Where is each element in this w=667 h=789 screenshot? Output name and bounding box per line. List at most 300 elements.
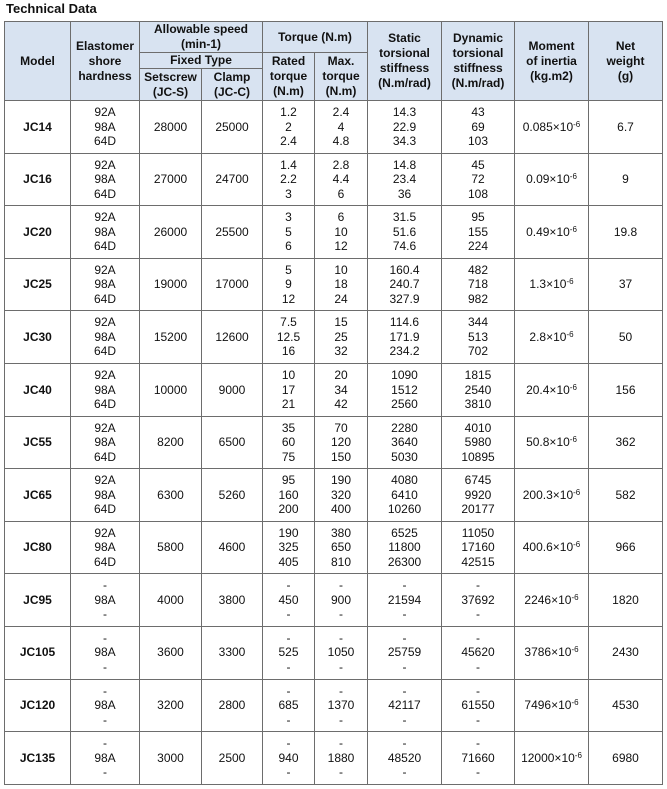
static-stiffness-cell-value: - <box>402 736 407 751</box>
table-row <box>5 363 663 416</box>
rated-torque-cell-value: 525 <box>278 645 299 660</box>
hardness-cell <box>71 101 140 154</box>
inertia-exponent: -6 <box>569 172 577 182</box>
max-torque-cell-value: 4 <box>337 119 345 134</box>
dynamic-stiffness-cell-value: 6745 <box>464 473 492 488</box>
weight-cell: 50 <box>589 311 663 364</box>
dynamic-stiffness-cell-value: - <box>476 630 480 645</box>
hardness-cell-value: 98A <box>94 540 116 555</box>
clamp-speed-cell: 2500 <box>202 732 263 785</box>
inertia-exponent: -6 <box>573 540 581 550</box>
rated-torque-cell-value: 2.2 <box>280 172 297 187</box>
rated-torque-cell-value: 7.5 <box>280 315 297 330</box>
hardness-cell-value: 98A <box>94 750 116 765</box>
model-cell: JC16 <box>5 153 71 206</box>
model-cell: JC20 <box>5 206 71 259</box>
inertia-exponent: -6 <box>569 224 577 234</box>
max-torque-cell-value: 1370 <box>327 698 355 713</box>
max-torque-cell-value: - <box>339 630 343 645</box>
inertia-value: 0.085×10 <box>522 119 574 134</box>
static-stiffness-cell-value: 74.6 <box>392 239 417 254</box>
rated-torque-cell-value: 2 <box>285 119 292 134</box>
dynamic-stiffness-cell-value: - <box>476 659 480 674</box>
max-torque-cell-value: 32 <box>334 344 348 359</box>
hardness-cell-value: 92A <box>94 157 116 172</box>
static-stiffness-cell <box>368 574 442 627</box>
rated-torque-cell-value: 21 <box>281 397 296 412</box>
static-stiffness-cell-value: 36 <box>397 186 412 201</box>
static-stiffness-cell <box>368 626 442 679</box>
rated-torque-cell <box>263 679 315 732</box>
rated-torque-cell-value: - <box>286 683 291 698</box>
model-cell: JC95 <box>5 574 71 627</box>
rated-torque-cell-value: 3 <box>285 210 292 225</box>
max-torque-cell <box>315 574 368 627</box>
rated-torque-cell-value: - <box>286 736 291 751</box>
hardness-cell-value: 64D <box>93 186 116 201</box>
max-torque-cell-value: 20 <box>334 368 348 383</box>
model-cell: JC120 <box>5 679 71 732</box>
clamp-speed-cell: 2800 <box>202 679 263 732</box>
dynamic-stiffness-cell-value: 45 <box>471 157 485 172</box>
inertia-exponent: -6 <box>573 487 581 497</box>
hardness-cell-value: 98A <box>94 592 116 607</box>
static-stiffness-cell <box>368 153 442 206</box>
dynamic-stiffness-cell-value: 17160 <box>461 540 495 555</box>
static-stiffness-cell-value: 234.2 <box>389 344 420 359</box>
setscrew-speed-cell: 8200 <box>140 416 202 469</box>
static-stiffness-cell-value: 1512 <box>391 382 418 397</box>
inertia-cell <box>515 626 589 679</box>
hardness-cell-value: 64D <box>93 554 116 569</box>
dynamic-stiffness-cell <box>442 258 515 311</box>
header-static-stiffness: Static torsional stiffness (N.m/rad) <box>368 22 442 101</box>
static-stiffness-cell-value: - <box>402 607 407 622</box>
dynamic-stiffness-cell-value: 718 <box>467 277 489 292</box>
inertia-value: 20.4×10 <box>526 382 570 397</box>
inertia-exponent: -6 <box>571 698 579 708</box>
dynamic-stiffness-cell <box>442 679 515 732</box>
weight-cell: 156 <box>589 363 663 416</box>
max-torque-cell-value: - <box>339 765 343 780</box>
static-stiffness-cell-value: 14.3 <box>392 105 417 120</box>
inertia-value: 200.3×10 <box>522 487 574 502</box>
dynamic-stiffness-cell-value: - <box>476 683 480 698</box>
hardness-cell <box>71 258 140 311</box>
rated-torque-cell-value: - <box>286 578 291 593</box>
clamp-speed-cell: 17000 <box>202 258 263 311</box>
rated-torque-cell-value: 2.4 <box>280 134 297 149</box>
clamp-speed-cell: 5260 <box>202 469 263 522</box>
dynamic-stiffness-cell-value: 61550 <box>461 698 495 713</box>
dynamic-stiffness-cell-value: 9920 <box>464 487 492 502</box>
hardness-cell-value: - <box>103 765 107 780</box>
max-torque-cell-value: 4.8 <box>332 134 350 149</box>
rated-torque-cell <box>263 101 315 154</box>
rated-torque-cell-value: 940 <box>278 750 299 765</box>
setscrew-speed-cell: 15200 <box>140 311 202 364</box>
static-stiffness-cell <box>368 363 442 416</box>
max-torque-cell-value: 12 <box>334 239 348 254</box>
static-stiffness-cell-value: 171.9 <box>389 329 420 344</box>
rated-torque-cell <box>263 153 315 206</box>
max-torque-cell-value: - <box>339 712 343 727</box>
dynamic-stiffness-cell <box>442 521 515 574</box>
model-cell: JC55 <box>5 416 71 469</box>
clamp-speed-cell: 24700 <box>202 153 263 206</box>
inertia-value: 1.3×10 <box>529 277 567 292</box>
setscrew-speed-cell: 27000 <box>140 153 202 206</box>
hardness-cell-value: 64D <box>93 449 116 464</box>
table-row <box>5 101 663 154</box>
dynamic-stiffness-cell-value: - <box>476 712 480 727</box>
page-title: Technical Data <box>6 1 97 16</box>
static-stiffness-cell <box>368 311 442 364</box>
dynamic-stiffness-cell-value: - <box>476 736 480 751</box>
rated-torque-cell-value: 200 <box>278 502 299 517</box>
static-stiffness-cell-value: 11800 <box>388 540 421 555</box>
weight-cell: 6980 <box>589 732 663 785</box>
inertia-cell <box>515 101 589 154</box>
max-torque-cell <box>315 626 368 679</box>
hardness-cell <box>71 153 140 206</box>
dynamic-stiffness-cell-value: 95 <box>471 210 485 225</box>
dynamic-stiffness-cell <box>442 153 515 206</box>
rated-torque-cell-value: 35 <box>281 420 296 435</box>
dynamic-stiffness-cell-value: - <box>476 578 480 593</box>
rated-torque-cell-value: 16 <box>281 344 296 359</box>
rated-torque-cell-value: 1.2 <box>280 105 297 120</box>
rated-torque-cell-value: 10 <box>281 368 296 383</box>
static-stiffness-cell-value: 6410 <box>391 487 418 502</box>
rated-torque-cell-value: 685 <box>278 698 299 713</box>
rated-torque-cell <box>263 416 315 469</box>
rated-torque-cell-value: 3 <box>285 186 292 201</box>
max-torque-cell-value: 6 <box>337 186 345 201</box>
clamp-speed-cell: 9000 <box>202 363 263 416</box>
rated-torque-cell-value: 6 <box>285 239 292 254</box>
max-torque-cell-value: 150 <box>330 449 352 464</box>
hardness-cell <box>71 679 140 732</box>
model-cell: JC65 <box>5 469 71 522</box>
max-torque-cell <box>315 521 368 574</box>
inertia-value: 2246×10 <box>524 592 572 607</box>
hardness-cell-value: 64D <box>93 344 116 359</box>
dynamic-stiffness-cell-value: 513 <box>467 329 489 344</box>
model-cell: JC25 <box>5 258 71 311</box>
rated-torque-cell-value: 325 <box>278 540 299 555</box>
rated-torque-cell-value: 12 <box>281 291 296 306</box>
dynamic-stiffness-cell-value: 3810 <box>464 397 492 412</box>
dynamic-stiffness-cell-value: 2540 <box>464 382 492 397</box>
clamp-speed-cell: 12600 <box>202 311 263 364</box>
dynamic-stiffness-cell-value: 5980 <box>464 435 492 450</box>
clamp-speed-cell: 25000 <box>202 101 263 154</box>
dynamic-stiffness-cell <box>442 469 515 522</box>
max-torque-cell-value: 650 <box>330 540 352 555</box>
max-torque-cell-value: 1050 <box>327 645 355 660</box>
static-stiffness-cell-value: 31.5 <box>392 210 417 225</box>
inertia-value: 0.09×10 <box>526 172 570 187</box>
table-header <box>5 22 663 101</box>
header-rated-torque: Rated torque (N.m) <box>263 53 315 101</box>
static-stiffness-cell-value: 14.8 <box>392 157 417 172</box>
static-stiffness-cell <box>368 679 442 732</box>
hardness-cell-value: 92A <box>94 210 116 225</box>
header-inertia: Moment of inertia (kg.m2) <box>515 22 589 101</box>
hardness-cell-value: 64D <box>93 134 116 149</box>
inertia-cell <box>515 732 589 785</box>
rated-torque-cell-value: 9 <box>285 277 292 292</box>
static-stiffness-cell-value: 1090 <box>391 368 418 383</box>
inertia-value: 400.6×10 <box>522 540 574 555</box>
static-stiffness-cell-value: 114.6 <box>389 315 420 330</box>
static-stiffness-cell-value: 22.9 <box>392 119 417 134</box>
hardness-cell-value: 92A <box>94 368 116 383</box>
max-torque-cell-value: 400 <box>330 502 352 517</box>
static-stiffness-cell-value: 51.6 <box>392 224 417 239</box>
hardness-cell-value: 92A <box>94 315 116 330</box>
static-stiffness-cell-value: - <box>402 765 407 780</box>
dynamic-stiffness-cell-value: 702 <box>467 344 489 359</box>
hardness-cell <box>71 311 140 364</box>
static-stiffness-cell <box>368 258 442 311</box>
hardness-cell-value: 98A <box>94 329 116 344</box>
header-max-torque: Max. torque (N.m) <box>315 53 368 101</box>
rated-torque-cell <box>263 732 315 785</box>
static-stiffness-cell-value: 6525 <box>391 525 418 540</box>
hardness-cell-value: 98A <box>94 645 116 660</box>
table-row <box>5 521 663 574</box>
model-cell: JC30 <box>5 311 71 364</box>
hardness-cell-value: 92A <box>94 420 116 435</box>
static-stiffness-cell <box>368 416 442 469</box>
max-torque-cell-value: 2.4 <box>332 105 350 120</box>
dynamic-stiffness-cell-value: 20177 <box>461 502 495 517</box>
model-cell: JC40 <box>5 363 71 416</box>
rated-torque-cell-value: 1.4 <box>280 157 297 172</box>
setscrew-speed-cell: 3600 <box>140 626 202 679</box>
static-stiffness-cell <box>368 469 442 522</box>
hardness-cell-value: 98A <box>94 224 116 239</box>
dynamic-stiffness-cell-value: 108 <box>467 186 489 201</box>
weight-cell: 37 <box>589 258 663 311</box>
static-stiffness-cell-value: 26300 <box>387 554 422 569</box>
max-torque-cell <box>315 416 368 469</box>
dynamic-stiffness-cell-value: 45620 <box>461 645 495 660</box>
static-stiffness-cell-value: 25759 <box>387 645 422 660</box>
setscrew-speed-cell: 3000 <box>140 732 202 785</box>
inertia-exponent: -6 <box>566 277 574 287</box>
dynamic-stiffness-cell-value: 37692 <box>461 592 495 607</box>
hardness-cell <box>71 416 140 469</box>
dynamic-stiffness-cell-value: 224 <box>467 239 489 254</box>
max-torque-cell-value: 1880 <box>327 750 355 765</box>
max-torque-cell-value: 190 <box>330 473 352 488</box>
inertia-cell <box>515 574 589 627</box>
dynamic-stiffness-cell-value: 71660 <box>461 750 495 765</box>
static-stiffness-cell-value: 42117 <box>388 698 421 713</box>
weight-cell: 2430 <box>589 626 663 679</box>
rated-torque-cell-value: 5 <box>285 224 292 239</box>
dynamic-stiffness-cell-value: - <box>476 607 480 622</box>
dynamic-stiffness-cell <box>442 626 515 679</box>
max-torque-cell-value: 70 <box>334 420 348 435</box>
rated-torque-cell-value: - <box>286 712 291 727</box>
max-torque-cell-value: 15 <box>334 315 348 330</box>
max-torque-cell <box>315 679 368 732</box>
header-weight: Net weight (g) <box>589 22 663 101</box>
hardness-cell-value: - <box>103 659 107 674</box>
hardness-cell-value: - <box>103 607 107 622</box>
hardness-cell-value: 64D <box>93 291 116 306</box>
inertia-value: 7496×10 <box>524 698 572 713</box>
setscrew-speed-cell: 28000 <box>140 101 202 154</box>
dynamic-stiffness-cell <box>442 206 515 259</box>
max-torque-cell <box>315 469 368 522</box>
static-stiffness-cell-value: 240.7 <box>389 277 420 292</box>
rated-torque-cell-value: - <box>286 630 291 645</box>
static-stiffness-cell-value: - <box>402 712 407 727</box>
table-row <box>5 206 663 259</box>
inertia-exponent: -6 <box>566 329 574 339</box>
hardness-cell-value: 98A <box>94 487 116 502</box>
hardness-cell-value: - <box>103 630 107 645</box>
static-stiffness-cell-value: 160.4 <box>389 262 420 277</box>
max-torque-cell-value: 42 <box>334 397 348 412</box>
weight-cell: 6.7 <box>589 101 663 154</box>
static-stiffness-cell-value: 48520 <box>387 750 422 765</box>
max-torque-cell <box>315 363 368 416</box>
dynamic-stiffness-cell <box>442 363 515 416</box>
dynamic-stiffness-cell-value: 1815 <box>464 368 492 383</box>
dynamic-stiffness-cell-value: 42515 <box>461 554 495 569</box>
table-body <box>5 101 663 785</box>
inertia-cell <box>515 469 589 522</box>
setscrew-speed-cell: 3200 <box>140 679 202 732</box>
rated-torque-cell-value: 17 <box>281 382 296 397</box>
max-torque-cell <box>315 311 368 364</box>
dynamic-stiffness-cell-value: 69 <box>471 119 485 134</box>
static-stiffness-cell <box>368 521 442 574</box>
hardness-cell-value: - <box>103 683 107 698</box>
rated-torque-cell <box>263 311 315 364</box>
rated-torque-cell-value: 60 <box>281 435 296 450</box>
dynamic-stiffness-cell-value: 344 <box>467 315 489 330</box>
static-stiffness-cell-value: - <box>402 630 407 645</box>
hardness-cell-value: 92A <box>94 525 116 540</box>
inertia-exponent: -6 <box>573 119 581 129</box>
setscrew-speed-cell: 5800 <box>140 521 202 574</box>
hardness-cell-value: 92A <box>94 262 116 277</box>
inertia-exponent: -6 <box>574 750 582 760</box>
max-torque-cell-value: 900 <box>330 592 352 607</box>
max-torque-cell-value: 810 <box>330 554 352 569</box>
weight-cell: 1820 <box>589 574 663 627</box>
setscrew-speed-cell: 4000 <box>140 574 202 627</box>
rated-torque-cell <box>263 363 315 416</box>
max-torque-cell <box>315 153 368 206</box>
header-setscrew: Setscrew (JC-S) <box>140 69 202 101</box>
dynamic-stiffness-cell <box>442 732 515 785</box>
inertia-cell <box>515 416 589 469</box>
hardness-cell-value: 98A <box>94 698 116 713</box>
inertia-cell <box>515 521 589 574</box>
hardness-cell <box>71 521 140 574</box>
hardness-cell-value: 98A <box>94 172 116 187</box>
hardness-cell <box>71 363 140 416</box>
table-row <box>5 258 663 311</box>
static-stiffness-cell-value: 23.4 <box>392 172 417 187</box>
rated-torque-cell <box>263 626 315 679</box>
inertia-value: 50.8×10 <box>526 435 570 450</box>
max-torque-cell-value: 380 <box>330 525 352 540</box>
model-cell: JC80 <box>5 521 71 574</box>
dynamic-stiffness-cell-value: 155 <box>467 224 489 239</box>
max-torque-cell-value: 6 <box>337 210 345 225</box>
max-torque-cell-value: 2.8 <box>332 157 350 172</box>
table-row <box>5 574 663 627</box>
table-row <box>5 732 663 785</box>
max-torque-cell <box>315 732 368 785</box>
header-clamp: Clamp (JC-C) <box>202 69 263 101</box>
technical-data-table <box>4 21 663 785</box>
table-row <box>5 153 663 206</box>
setscrew-speed-cell: 19000 <box>140 258 202 311</box>
max-torque-cell <box>315 206 368 259</box>
static-stiffness-cell <box>368 206 442 259</box>
hardness-cell-value: 98A <box>94 119 116 134</box>
inertia-cell <box>515 258 589 311</box>
max-torque-cell-value: 320 <box>330 487 352 502</box>
max-torque-cell-value: 34 <box>334 382 348 397</box>
model-cell: JC135 <box>5 732 71 785</box>
rated-torque-cell-value: 190 <box>278 525 299 540</box>
header-fixed-type: Fixed Type <box>140 53 263 69</box>
rated-torque-cell-value: 95 <box>281 473 296 488</box>
max-torque-cell-value: 4.4 <box>332 172 350 187</box>
weight-cell: 966 <box>589 521 663 574</box>
hardness-cell-value: 98A <box>94 382 116 397</box>
inertia-value: 2.8×10 <box>529 329 567 344</box>
hardness-cell-value: - <box>103 578 107 593</box>
max-torque-cell-value: 10 <box>334 262 348 277</box>
setscrew-speed-cell: 10000 <box>140 363 202 416</box>
max-torque-cell <box>315 101 368 154</box>
max-torque-cell-value: 18 <box>334 277 348 292</box>
table-row <box>5 311 663 364</box>
rated-torque-cell <box>263 258 315 311</box>
inertia-exponent: -6 <box>569 435 577 445</box>
rated-torque-cell <box>263 469 315 522</box>
static-stiffness-cell-value: 2560 <box>391 397 418 412</box>
rated-torque-cell-value: 5 <box>285 262 292 277</box>
rated-torque-cell-value: - <box>286 607 291 622</box>
max-torque-cell-value: 10 <box>334 224 348 239</box>
static-stiffness-cell <box>368 101 442 154</box>
clamp-speed-cell: 25500 <box>202 206 263 259</box>
max-torque-cell-value: - <box>339 736 343 751</box>
weight-cell: 9 <box>589 153 663 206</box>
dynamic-stiffness-cell <box>442 416 515 469</box>
max-torque-cell <box>315 258 368 311</box>
inertia-value: 12000×10 <box>521 750 575 765</box>
dynamic-stiffness-cell-value: 43 <box>471 105 485 120</box>
inertia-cell <box>515 311 589 364</box>
dynamic-stiffness-cell-value: 103 <box>467 134 489 149</box>
static-stiffness-cell-value: 21594 <box>387 592 422 607</box>
setscrew-speed-cell: 6300 <box>140 469 202 522</box>
